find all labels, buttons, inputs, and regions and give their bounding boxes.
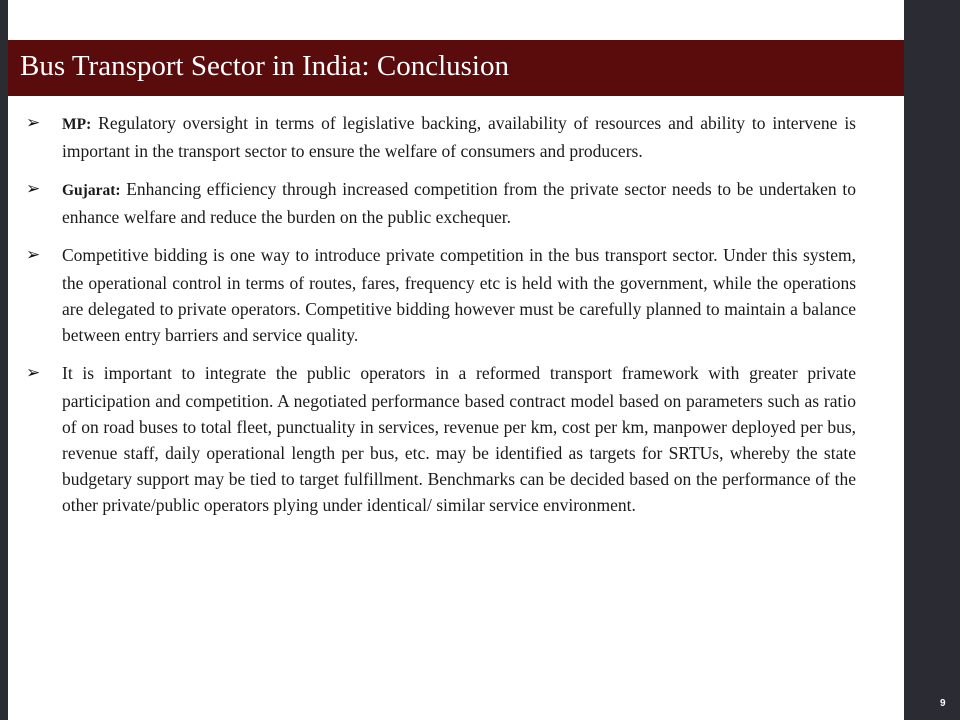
slide-title: Bus Transport Sector in India: Conclusion [20, 50, 509, 82]
bullet-item [24, 110, 856, 164]
right-frame-bar [904, 0, 960, 720]
bullet-item [24, 360, 856, 518]
bullet-label: Gujarat: [62, 182, 121, 199]
page-number: 9 [940, 698, 946, 709]
bullet-item [24, 242, 856, 348]
bullet-item [24, 176, 856, 230]
bullet-text: Enhancing efficiency through increased competition from the private sector needs to be undertaken to enhance welfare and reduce the burden on the public exchequer. [62, 179, 856, 227]
arrow-bullet-icon: ➢ [26, 113, 41, 132]
bullet-list [24, 110, 856, 530]
arrow-bullet-icon: ➢ [26, 245, 41, 264]
bullet-text: Regulatory oversight in terms of legislative backing, availability of resources and ability to intervene is important in the transport sector to ensure the welfare of consumers and producers. [62, 113, 856, 161]
arrow-bullet-icon: ➢ [26, 363, 41, 382]
bullet-label: MP: [62, 116, 92, 133]
bullet-text: Competitive bidding is one way to introduce private competition in the bus transport sector. Under this system, the operational control in terms of routes, fares, frequency etc is held with the government, while the operations are delegated to private operators. Competitive bidding however must be carefully planned to maintain a balance between entry barriers and service quality. [62, 245, 856, 345]
bullet-text: It is important to integrate the public operators in a reformed transport framework with greater private participation and competition. A negotiated performance based contract model based on parameters such as ratio of on road buses to total fleet, punctuality in services, revenue per km, cost per km, manpower deployed per bus, revenue staff, daily operational length per bus, etc. may be identified as targets for SRTUs, whereby the state budgetary support may be tied to target fulfillment. Benchmarks can be decided based on the performance of the other private/public operators plying under identical/ similar service environment. [62, 363, 856, 515]
arrow-bullet-icon: ➢ [26, 179, 41, 198]
title-bar [8, 40, 904, 96]
left-frame-bar [0, 0, 8, 720]
